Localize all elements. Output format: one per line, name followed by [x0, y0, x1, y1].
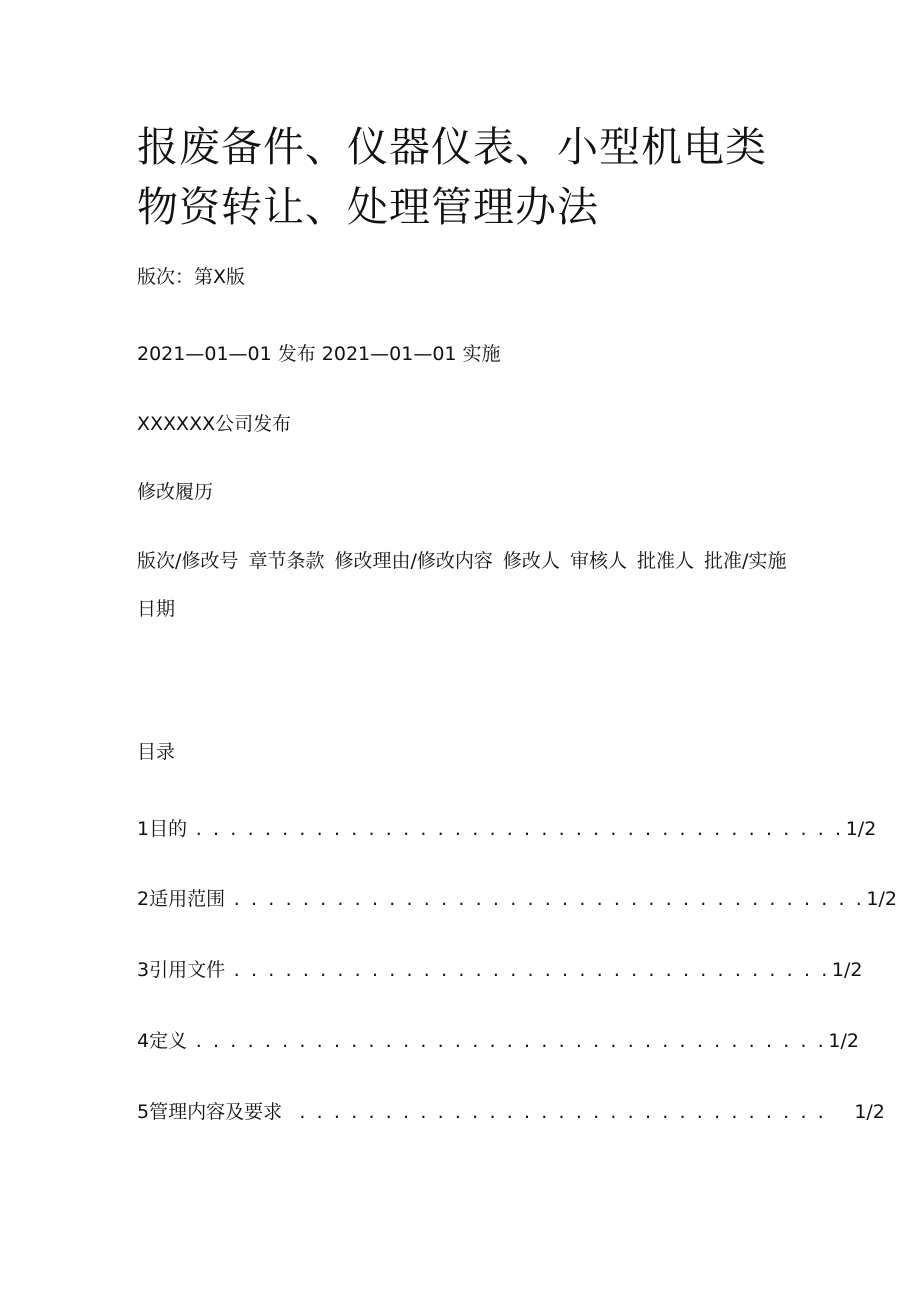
toc-item-label: 5管理内容及要求 [137, 1101, 283, 1123]
toc-item-page: 1/2 [828, 1030, 859, 1052]
edition-line: 版次：第X版 [137, 266, 246, 288]
toc-item-page: 1/2 [831, 959, 863, 981]
title-line-2: 物资转让、处理管理办法 [137, 183, 599, 231]
toc-item-label: 3引用文件 [137, 959, 226, 981]
title-line-1: 报废备件、仪器仪表、小型机电类 [137, 123, 767, 171]
toc-item-page: 1/2 [854, 1101, 885, 1123]
toc-leader-dots: . . . . . . . . . . . . . . . . . . . . . . . . . . . . . . . . . . . . . [225, 888, 865, 910]
toc-leader-dots: . . . . . . . . . . . . . . . . . . . . . . . . . . . . . . . . . . . . . [187, 1030, 827, 1052]
toc-leader-dots: . . . . . . . . . . . . . . . . . . . . . . . . . . . . . . . . . . . . . . [187, 818, 844, 840]
toc-item[interactable] [137, 1026, 859, 1053]
toc-leader-dots: . . . . . . . . . . . . . . . . . . . . . . . . . . . . . . . . . . . [225, 959, 830, 981]
toc-leader-dots: . . . . . . . . . . . . . . . . . . . . . . . . . . . . . . . [282, 1101, 853, 1123]
toc-item-label: 1目的 [137, 818, 188, 840]
toc-item-label: 2适用范围 [137, 888, 226, 910]
toc-item-page: 1/2 [845, 818, 877, 840]
toc-item[interactable] [137, 884, 897, 911]
toc-item-label: 4定义 [137, 1030, 188, 1052]
publisher-line: XXXXXX公司发布 [137, 413, 292, 435]
document-title [137, 117, 837, 237]
toc-item[interactable] [137, 814, 876, 841]
dates-line: 2021—01—01 发布 2021—01—01 实施 [137, 343, 501, 365]
toc-item-page: 1/2 [866, 888, 897, 910]
toc-item[interactable] [137, 955, 862, 982]
toc-heading: 目录 [137, 741, 176, 763]
toc-item[interactable] [137, 1097, 885, 1124]
revision-history-columns: 版次/修改号 章节条款 修改理由/修改内容 修改人 审核人 批准人 批准/实施日期 [137, 550, 787, 620]
revision-history-heading: 修改履历 [137, 481, 214, 503]
